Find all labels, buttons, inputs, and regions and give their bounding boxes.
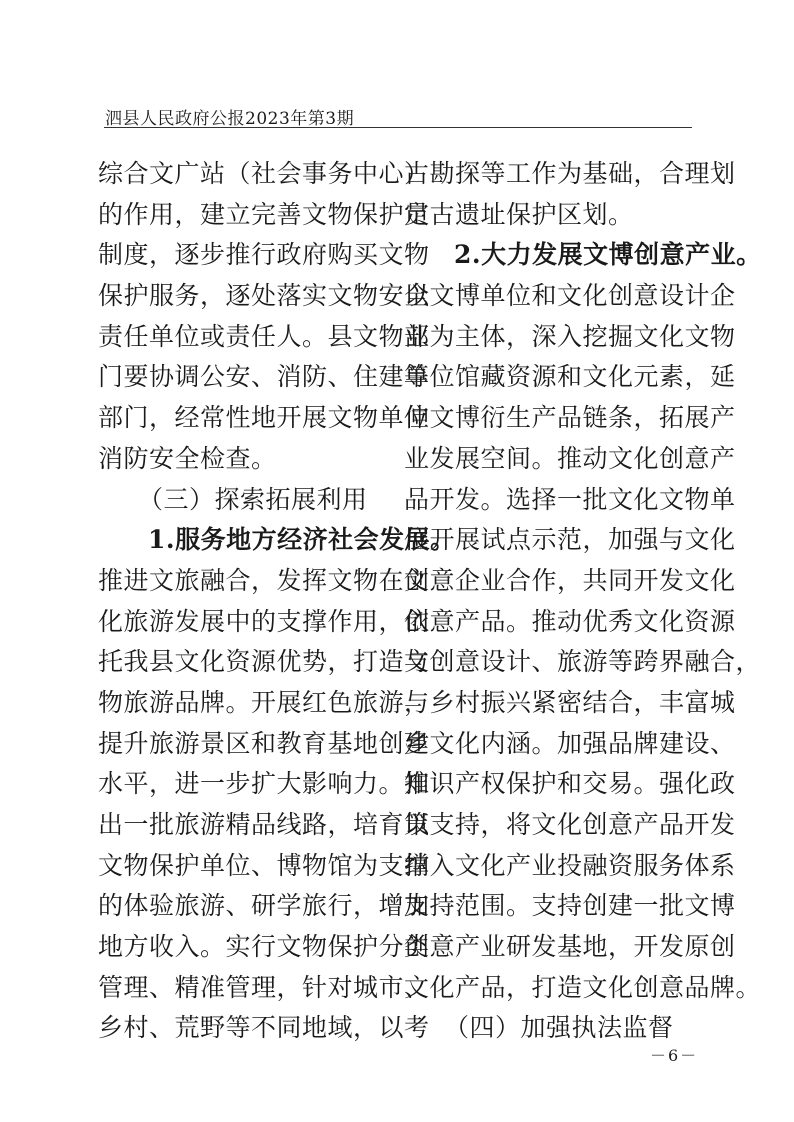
text-line: 门要协调公安、消防、住建等	[98, 362, 430, 392]
text-line: 纳入文化产业投融资服务体系	[404, 850, 736, 880]
subheading-2: 2.大力发展文博创意产业。	[454, 240, 762, 270]
text-line: 创意产品。推动优秀文化资源	[404, 606, 736, 636]
text-line: 品开发。选择一批文化文物单	[404, 484, 736, 514]
text-line: 综合文广站（社会事务中心）	[98, 159, 430, 188]
header-divider	[104, 127, 692, 128]
text-line: 创意产业研发基地，开发原创	[404, 932, 736, 962]
left-text-column	[98, 154, 456, 1049]
text-line: 位开展试点示范，加强与文化	[404, 525, 736, 555]
text-line: 文化产品，打造文化创意品牌。	[404, 972, 762, 1002]
text-line: 责任单位或责任人。县文物部	[98, 321, 430, 351]
text-line: 制度，逐步推行政府购买文物	[98, 240, 430, 270]
text-line: 乡文化内涵。加强品牌建设、	[404, 728, 736, 758]
text-line: 保护服务，逐处落实文物安全	[98, 281, 430, 311]
text-line: 创意企业合作，共同开发文化	[404, 565, 736, 595]
text-line: 与创意设计、旅游等跨界融合，	[404, 647, 762, 677]
text-line: 的体验旅游、研学旅行，增加	[98, 891, 430, 921]
text-line: 推进文旅融合，发挥文物在文	[98, 565, 430, 595]
text-line: 定古遗址保护区划。	[404, 199, 634, 229]
section-heading-3: （三）探索拓展利用	[138, 484, 368, 514]
text-line: 部门，经常性地开展文物单位	[98, 403, 430, 433]
text-line: 支持范围。支持创建一批文博	[404, 891, 736, 921]
text-line: 托我县文化资源优势，打造文	[98, 647, 430, 677]
text-line: 业为主体，深入挖掘文化文物	[404, 321, 736, 351]
text-line: 提升旅游景区和教育基地创建	[98, 728, 430, 758]
right-text-column	[404, 154, 762, 1049]
section-heading-4: （四）加强执法监督	[444, 1013, 674, 1043]
text-line: 策支持，将文化创意产品开发	[404, 810, 736, 839]
text-line: 文物保护单位、博物馆为支撑	[98, 850, 430, 880]
page-number: －6－	[650, 1046, 699, 1065]
subheading-1: 1.服务地方经济社会发展。	[148, 525, 456, 555]
text-line: 的作用，建立完善文物保护员	[98, 199, 430, 229]
text-line: 化旅游发展中的支撑作用，依	[98, 606, 430, 636]
text-line: 乡村、荒野等不同地域，以考	[98, 1013, 430, 1043]
text-line: 物旅游品牌。开展红色旅游，	[98, 687, 430, 717]
text-line: 管理、精准管理，针对城市、	[98, 972, 430, 1002]
text-line: 水平，进一步扩大影响力。推	[98, 769, 430, 799]
text-line: 业发展空间。推动文化创意产	[404, 443, 736, 473]
text-line: 伸文博衍生产品链条，拓展产	[404, 403, 736, 433]
text-line: 单位馆藏资源和文化元素，延	[404, 362, 736, 392]
text-line: 地方收入。实行文物保护分类	[98, 932, 430, 962]
gazette-header-title: 泗县人民政府公报2023年第3期	[105, 109, 355, 129]
text-line: 与乡村振兴紧密结合，丰富城	[404, 687, 736, 717]
text-line: 古勘探等工作为基础，合理划	[404, 159, 736, 188]
text-line: 出一批旅游精品线路，培育以	[98, 810, 430, 839]
text-line: 知识产权保护和交易。强化政	[404, 769, 736, 799]
text-line: 以文博单位和文化创意设计企	[404, 281, 736, 311]
text-line: 消防安全检查。	[98, 443, 277, 473]
